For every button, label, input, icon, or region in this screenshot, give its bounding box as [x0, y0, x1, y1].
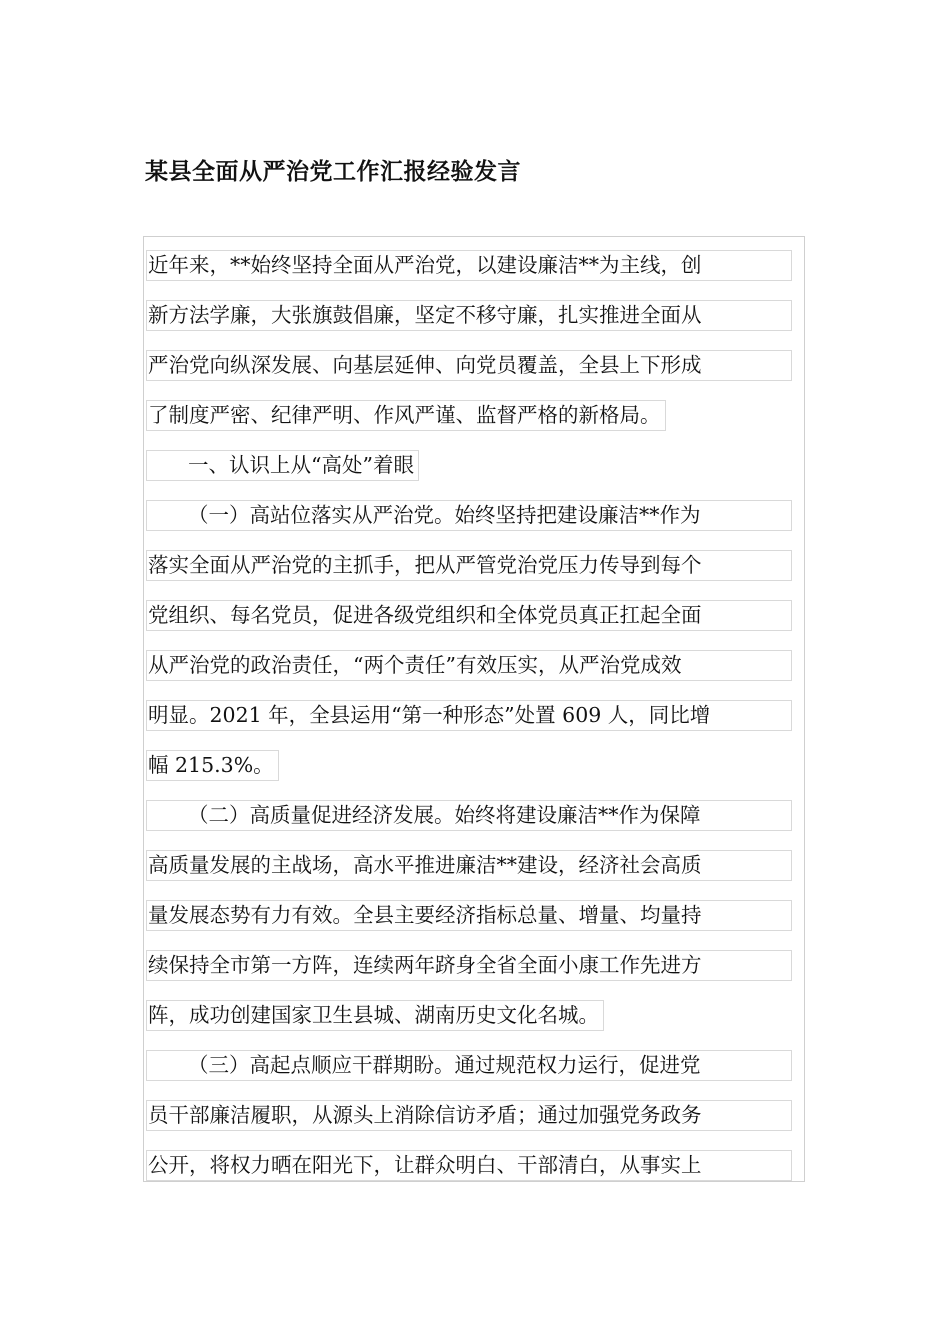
text-line: 阵，成功创建国家卫生县城、湖南历史文化名城。 — [146, 1000, 604, 1031]
text-line: 严治党向纵深发展、向基层延伸、向党员覆盖，全县上下形成 — [146, 350, 792, 381]
text-line: 幅 215.3%。 — [146, 750, 279, 781]
text-line: （三）高起点顺应干群期盼。通过规范权力运行，促进党 — [146, 1050, 792, 1081]
text-line: 近年来，**始终坚持全面从严治党，以建设廉洁**为主线，创 — [146, 250, 792, 281]
text-line: 党组织、每名党员，促进各级党组织和全体党员真正扛起全面 — [146, 600, 792, 631]
text-line: 落实全面从严治党的主抓手，把从严管党治党压力传导到每个 — [146, 550, 792, 581]
text-line: （一）高站位落实从严治党。始终坚持把建设廉洁**作为 — [146, 500, 792, 531]
text-line: 员干部廉洁履职，从源头上消除信访矛盾；通过加强党务政务 — [146, 1100, 792, 1131]
text-line: 高质量发展的主战场，高水平推进廉洁**建设，经济社会高质 — [146, 850, 792, 881]
document-title: 某县全面从严治党工作汇报经验发言 — [145, 159, 521, 185]
text-line: 公开，将权力晒在阳光下，让群众明白、干部清白，从事实上 — [146, 1150, 792, 1181]
text-line: 从严治党的政治责任，“两个责任”有效压实，从严治党成效 — [146, 650, 792, 681]
text-line: 了制度严密、纪律严明、作风严谨、监督严格的新格局。 — [146, 400, 666, 431]
text-line: 明显。2021 年，全县运用“第一种形态”处置 609 人，同比增 — [146, 700, 792, 731]
text-line: （二）高质量促进经济发展。始终将建设廉洁**作为保障 — [146, 800, 792, 831]
text-line: 新方法学廉，大张旗鼓倡廉，坚定不移守廉，扎实推进全面从 — [146, 300, 792, 331]
text-line: 续保持全市第一方阵，连续两年跻身全省全面小康工作先进方 — [146, 950, 792, 981]
text-line: 量发展态势有力有效。全县主要经济指标总量、增量、均量持 — [146, 900, 792, 931]
text-line: 一、认识上从“高处”着眼 — [146, 450, 419, 481]
document-body — [143, 236, 805, 1182]
